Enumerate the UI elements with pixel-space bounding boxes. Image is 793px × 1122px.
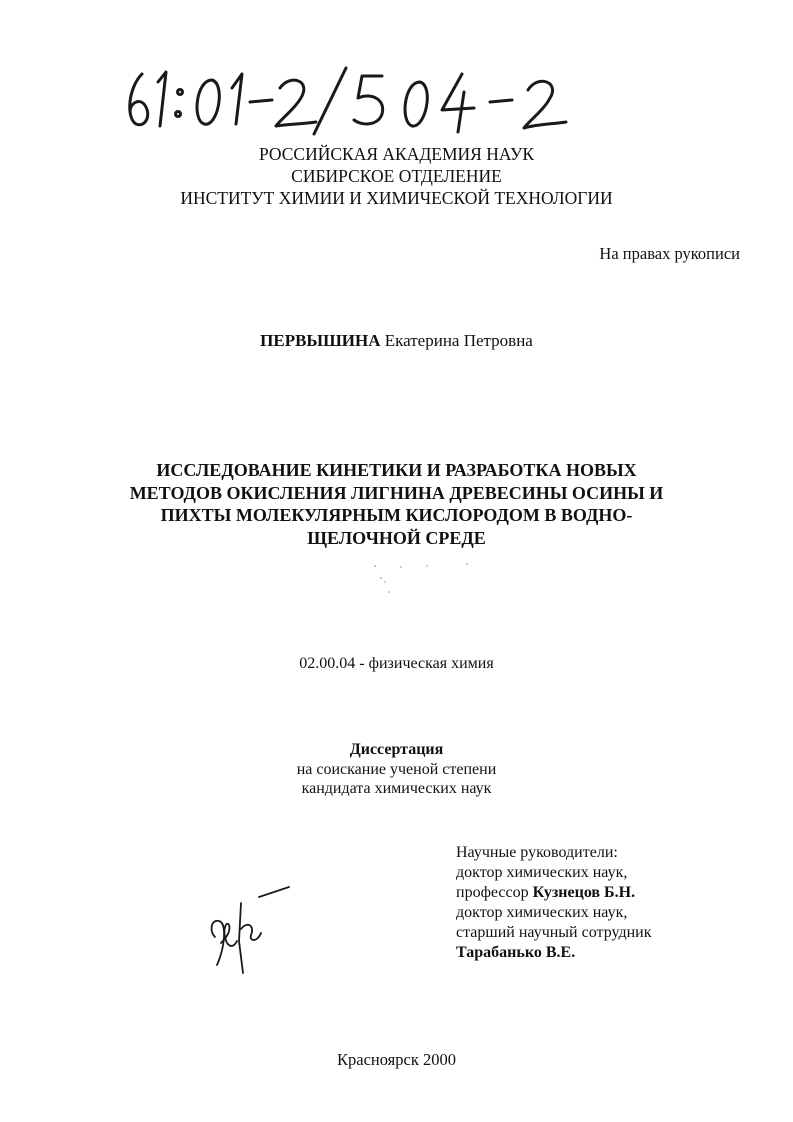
institution-line-1: РОССИЙСКАЯ АКАДЕМИЯ НАУК	[258, 144, 535, 164]
scan-specks	[355, 558, 485, 598]
institution-line-2: СИБИРСКОЕ ОТДЕЛЕНИЕ	[291, 166, 502, 186]
author-given-names: Екатерина Петровна	[384, 331, 533, 350]
advisor-2-name: Тарабанько В.Е.	[456, 944, 576, 961]
title-line-3: ПИХТЫ МОЛЕКУЛЯРНЫМ КИСЛОРОДОМ В ВОДНО-	[160, 505, 633, 525]
author-surname: ПЕРВЫШИНА	[260, 331, 381, 350]
advisor-1-title: профессор	[456, 884, 529, 901]
city-year: Красноярск 2000	[337, 1050, 456, 1069]
advisor-1-name: Кузнецов Б.Н.	[532, 884, 636, 901]
handwritten-signature	[205, 885, 305, 985]
advisor-2-degree: доктор химических наук,	[456, 904, 628, 921]
dissertation-title	[0, 459, 793, 549]
advisor-1-line	[456, 883, 756, 903]
advisor-2-title: старший научный сотрудник	[456, 924, 652, 941]
degree-line-1: на соискание ученой степени	[296, 760, 497, 778]
handwritten-archive-number	[120, 62, 640, 142]
institution-header	[0, 143, 793, 209]
advisors-heading: Научные руководители:	[456, 844, 618, 861]
advisor-1-degree: доктор химических наук,	[456, 864, 628, 881]
rights-note: На правах рукописи	[599, 244, 740, 263]
degree-line-2: кандидата химических наук	[301, 780, 492, 797]
specialty-code: 02.00.04 - физическая химия	[299, 655, 494, 672]
title-line-1: ИССЛЕДОВАНИЕ КИНЕТИКИ И РАЗРАБОТКА НОВЫХ	[156, 460, 637, 480]
author	[0, 331, 793, 351]
degree-block	[0, 740, 793, 799]
dissertation-heading: Диссертация	[349, 741, 444, 758]
institution-line-3: ИНСТИТУТ ХИМИИ И ХИМИЧЕСКОЙ ТЕХНОЛОГИИ	[180, 188, 613, 208]
advisors-block	[456, 843, 756, 963]
title-line-2: МЕТОДОВ ОКИСЛЕНИЯ ЛИГНИНА ДРЕВЕСИНЫ ОСИНЫ И	[129, 482, 664, 503]
title-line-4: ЩЕЛОЧНОЙ СРЕДЕ	[307, 527, 486, 548]
